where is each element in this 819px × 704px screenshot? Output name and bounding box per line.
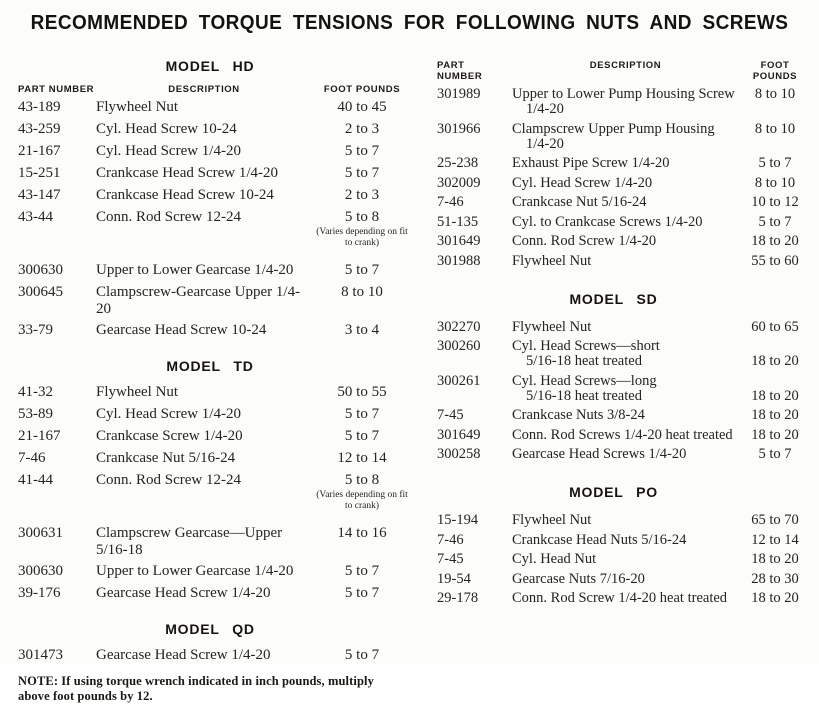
foot-pounds-cell: 18 to 20 — [751, 590, 799, 606]
header-description: DESCRIPTION — [589, 60, 662, 71]
foot-pounds-cell: 65 to 70 — [751, 512, 799, 528]
section-heading-model-td: MODEL TD — [166, 358, 254, 374]
foot-pounds-cell: 40 to 45 — [337, 99, 387, 115]
part-number-cell: 300645 — [18, 284, 63, 300]
foot-pounds-cell: 5 to 7 — [344, 165, 380, 181]
foot-pounds-cell: 12 to 14 — [751, 531, 799, 548]
foot-pounds-cell: 18 to 20 — [751, 426, 799, 443]
table-row — [8, 647, 412, 664]
table-row — [416, 446, 811, 462]
part-number-cell: 302270 — [437, 318, 481, 335]
table-row — [416, 590, 811, 606]
table-row — [416, 214, 811, 230]
table-row — [416, 319, 811, 335]
table-row — [416, 532, 811, 548]
part-number-cell: 21-167 — [18, 143, 61, 159]
foot-pounds-cell: 5 to 7 — [344, 262, 380, 278]
description-cell: Cyl. Head Screw 1/4-20 — [96, 143, 241, 159]
table-row — [416, 253, 811, 269]
table-row — [416, 571, 811, 587]
foot-pounds-cell: 5 to 7 — [758, 446, 792, 462]
part-number-cell: 7-45 — [437, 407, 464, 423]
description-cell: Gearcase Head Screw 1/4-20 — [96, 647, 271, 663]
description-cell: Cyl. Head Screws—long 5/16-18 heat treated — [512, 372, 657, 404]
description-cell: Clampscrew-Gearcase Upper 1/4-20 — [96, 284, 301, 317]
foot-pounds-cell: 18 to 20 — [751, 233, 799, 249]
part-number-cell: 41-44 — [18, 472, 53, 488]
part-number-cell: 7-46 — [437, 194, 464, 210]
description-cell: Cyl. Head Nut — [512, 551, 597, 567]
foot-pounds-cell: 10 to 12 — [751, 194, 799, 210]
description-cell: Conn. Rod Screw 1/4-20 heat treated — [512, 590, 728, 606]
description-cell: Conn. Rod Screw 1/4-20 — [512, 233, 657, 249]
table-model-po — [416, 512, 811, 606]
description-cell: Conn. Rod Screw 12-24 — [96, 209, 241, 225]
foot-pounds-cell: 12 to 14 — [337, 450, 387, 466]
table-row — [416, 194, 811, 210]
foot-pounds-cell: 2 to 3 — [344, 121, 380, 137]
table-row — [8, 99, 412, 117]
part-number-cell: 301473 — [18, 647, 63, 663]
part-number-cell: 301989 — [437, 86, 481, 102]
table-row — [416, 338, 811, 369]
table-model-hd — [8, 99, 412, 340]
description-cell: Crankcase Head Screw 1/4-20 — [96, 165, 279, 181]
description-cell: Flywheel Nut — [96, 99, 179, 115]
table-row — [8, 209, 412, 248]
table-row — [8, 563, 412, 581]
foot-pounds-cell: 5 to 7 — [344, 563, 380, 579]
part-number-cell: 7-46 — [18, 450, 46, 466]
part-number-cell: 43-147 — [18, 187, 61, 203]
foot-pounds-note: (Varies depending on fit to crank) — [316, 227, 408, 248]
foot-pounds-cell: 5 to 7 — [758, 155, 792, 171]
description-cell: Gearcase Head Screw 10-24 — [96, 322, 267, 338]
part-number-cell: 33-79 — [18, 322, 53, 338]
foot-pounds-cell: 14 to 16 — [337, 525, 387, 541]
section-heading-model-hd: MODEL HD — [165, 58, 255, 74]
part-number-cell: 300261 — [437, 372, 481, 389]
foot-pounds-cell: 18 to 20 — [751, 407, 799, 423]
part-number-cell: 7-45 — [437, 551, 464, 567]
section-heading-model-po: MODEL PO — [569, 484, 658, 500]
part-number-cell: 25-238 — [437, 155, 479, 171]
table-row — [8, 384, 412, 402]
foot-pounds-cell: 5 to 7 — [344, 647, 380, 663]
part-number-cell: 21-167 — [18, 428, 61, 444]
table-row — [8, 428, 412, 446]
part-number-cell: 43-44 — [18, 209, 53, 225]
table-row — [8, 284, 412, 318]
header-description: DESCRIPTION — [168, 84, 240, 95]
section-heading-model-sd: MODEL SD — [569, 290, 658, 307]
part-number-cell: 19-54 — [437, 570, 471, 587]
description-cell: Crankcase Nut 5/16-24 — [512, 194, 647, 210]
foot-pounds-cell: 60 to 65 — [751, 318, 799, 335]
part-number-cell: 41-32 — [18, 384, 53, 400]
description-cell: Cyl. Head Screw 10-24 — [96, 121, 237, 137]
description-cell: Exhaust Pipe Screw 1/4-20 — [512, 155, 670, 171]
description-cell: Upper to Lower Pump Housing Screw 1/4-20 — [512, 86, 735, 117]
table-row — [416, 233, 811, 249]
description-cell: Clampscrew Upper Pump Housing 1/4-20 — [512, 120, 715, 152]
column-left — [8, 34, 412, 704]
foot-pounds-cell: 2 to 3 — [344, 187, 380, 203]
foot-pounds-cell: 5 to 8 (Varies depending on fit to crank) — [312, 472, 412, 511]
part-number-cell: 300631 — [18, 525, 63, 541]
foot-pounds-cell: 50 to 55 — [337, 384, 387, 400]
part-number-cell: 43-259 — [18, 121, 61, 137]
table-row — [8, 165, 412, 183]
header-foot-pounds: FOOT POUNDS — [323, 84, 401, 95]
table-model-qd — [8, 647, 412, 664]
foot-pounds-cell: 5 to 7 — [344, 428, 380, 444]
description-cell: Flywheel Nut — [96, 384, 179, 400]
foot-pounds-cell: 5 to 7 — [344, 406, 380, 422]
table-row — [416, 86, 811, 117]
table-row — [8, 406, 412, 424]
footer-note: NOTE: If using torque wrench indicated in inch pounds, multiply above foot pounds by 12. — [18, 674, 374, 703]
foot-pounds-note: (Varies depending on fit to crank) — [316, 490, 408, 511]
part-number-cell: 300630 — [18, 262, 63, 278]
part-number-cell: 15-194 — [437, 512, 479, 528]
header-part-number: PART NUMBER — [437, 60, 483, 82]
part-number-cell: 39-176 — [18, 585, 61, 601]
description-cell: Crankcase Screw 1/4-20 — [96, 428, 243, 444]
description-cell: Cyl. Head Screw 1/4-20 — [96, 406, 241, 422]
table-row — [8, 143, 412, 161]
description-cell: Clampscrew Gearcase—Upper 5/16-18 — [96, 525, 283, 558]
foot-pounds-cell: 28 to 30 — [751, 570, 799, 587]
table-row — [8, 187, 412, 205]
part-number-cell: 301966 — [437, 120, 481, 137]
part-number-cell: 7-46 — [437, 531, 464, 548]
table-header-row-left — [8, 84, 412, 95]
foot-pounds-cell: 5 to 7 — [344, 585, 380, 601]
foot-pounds-cell: 5 to 7 — [758, 213, 792, 230]
description-cell: Crankcase Nuts 3/8-24 — [512, 407, 645, 423]
column-right — [416, 34, 811, 606]
part-number-cell: 15-251 — [18, 165, 61, 181]
description-cell: Gearcase Head Screws 1/4-20 — [512, 446, 687, 462]
table-row — [8, 262, 412, 280]
foot-pounds-cell: 55 to 60 — [751, 252, 799, 269]
description-cell: Crankcase Nut 5/16-24 — [96, 450, 236, 466]
foot-pounds-cell: 18 to 20 — [751, 551, 799, 567]
description-cell: Cyl. Head Screws—short 5/16-18 heat treated — [512, 338, 660, 369]
page-title: RECOMMENDED TORQUE TENSIONS FOR FOLLOWING NUTS AND SCREWS — [30, 11, 789, 35]
table-model-qd-continued — [416, 86, 811, 269]
description-cell: Crankcase Head Nuts 5/16-24 — [512, 531, 687, 548]
table-model-sd — [416, 319, 811, 463]
foot-pounds-cell: 8 to 10 — [341, 284, 383, 300]
table-row — [8, 322, 412, 340]
table-row — [8, 585, 412, 603]
header-part-number: PART NUMBER — [18, 84, 95, 95]
description-cell: Cyl. to Crankcase Screws 1/4-20 — [512, 213, 703, 230]
part-number-cell: 300630 — [18, 563, 63, 579]
table-model-td — [8, 384, 412, 603]
table-header-row-right — [416, 60, 811, 82]
part-number-cell: 53-89 — [18, 406, 53, 422]
description-cell: Gearcase Nuts 7/16-20 — [512, 570, 645, 587]
description-cell: Cyl. Head Screw 1/4-20 — [512, 174, 653, 191]
table-row — [416, 155, 811, 171]
foot-pounds-cell: 18 to 20 — [751, 387, 799, 404]
part-number-cell: 300260 — [437, 338, 481, 354]
table-row — [8, 472, 412, 511]
section-heading-model-qd: MODEL QD — [165, 621, 255, 637]
part-number-cell: 51-135 — [437, 213, 479, 230]
part-number-cell: 301649 — [437, 426, 481, 443]
foot-pounds-cell: 8 to 10 — [754, 174, 796, 191]
header-foot-pounds: FOOT POUNDS — [752, 60, 798, 82]
description-cell: Upper to Lower Gearcase 1/4-20 — [96, 262, 294, 278]
description-cell: Flywheel Nut — [512, 318, 592, 335]
foot-pounds-cell: 8 to 10 — [754, 86, 796, 102]
table-row — [8, 525, 412, 559]
part-number-cell: 29-178 — [437, 590, 479, 606]
part-number-cell: 43-189 — [18, 99, 61, 115]
table-row — [416, 512, 811, 528]
description-cell: Flywheel Nut — [512, 252, 592, 269]
table-row — [416, 427, 811, 443]
part-number-cell: 302009 — [437, 174, 481, 191]
description-cell: Gearcase Head Screw 1/4-20 — [96, 585, 271, 601]
part-number-cell: 301988 — [437, 252, 481, 269]
foot-pounds-cell: 5 to 8 (Varies depending on fit to crank) — [312, 209, 412, 248]
table-row — [8, 450, 412, 468]
table-row — [8, 121, 412, 139]
description-cell: Upper to Lower Gearcase 1/4-20 — [96, 563, 294, 579]
foot-pounds-cell: 3 to 4 — [344, 322, 380, 338]
foot-pounds-cell: 5 to 7 — [344, 143, 380, 159]
foot-pounds-cell: 8 to 10 — [754, 120, 796, 137]
description-cell: Flywheel Nut — [512, 512, 592, 528]
foot-pounds-cell: 18 to 20 — [751, 353, 799, 369]
part-number-cell: 300258 — [437, 446, 481, 462]
part-number-cell: 301649 — [437, 233, 481, 249]
two-column-layout — [0, 34, 819, 704]
table-row — [416, 175, 811, 191]
table-row — [416, 373, 811, 404]
description-cell: Conn. Rod Screws 1/4-20 heat treated — [512, 426, 733, 443]
table-row — [416, 551, 811, 567]
description-cell: Conn. Rod Screw 12-24 — [96, 472, 241, 488]
table-row — [416, 121, 811, 152]
description-cell: Crankcase Head Screw 10-24 — [96, 187, 274, 203]
table-row — [416, 407, 811, 423]
